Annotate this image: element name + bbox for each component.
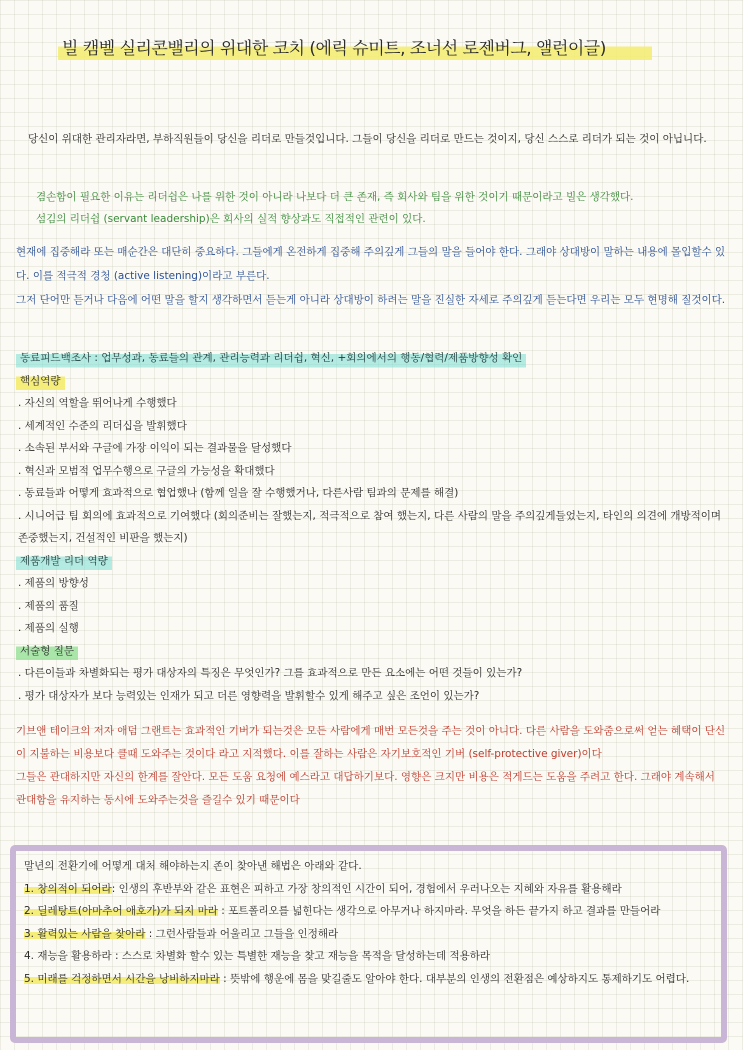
product-leader-heading: 제품개발 리더 역량 (16, 550, 112, 573)
giver-note (16, 720, 728, 812)
list-item: . 다른이들과 차별화되는 평가 대상자의 특징은 무엇인가? 그를 효과적으로 만든 요소에는 어떤 것들이 있는가? (18, 667, 523, 679)
item-lead: 1. 창의적이 되어라 (24, 882, 112, 895)
list-item (24, 900, 713, 923)
giver-paragraph-2: 그들은 관대하지만 자신의 한계를 잘안다. 모든 도움 요청에 예스라고 대답하기보다. 영향은 크지만 비용은 적게드는 도움을 주려고 한다. 그래야 계속해서 관대함을 유지하는 동시에 도와주는것을 즐길수 있기 때문이다 (16, 771, 715, 806)
item-lead: 3. 활력있는 사람을 찾아라 (24, 927, 146, 940)
item-text: : 그런사람들과 어울리고 그들을 인정해라 (145, 927, 339, 940)
core-competency-heading: 핵심역량 (16, 370, 65, 393)
item-text: : 스스로 차별화 할수 있는 특별한 재능을 찾고 재능을 목적을 달성하는데 적용하라 (111, 950, 491, 962)
essay-question-heading: 서술형 질문 (16, 640, 78, 663)
page-title: 빌 캠벨 실리콘밸리의 위대한 코치 (에릭 슈미트, 조너선 로젠버그, 앨런이글) (58, 36, 652, 62)
giver-paragraph-1: 기브앤 테이크의 저자 애덤 그랜트는 효과적인 기버가 되는것은 모든 사람에게 매번 모든것을 주는 것이 아니다. 다른 사람을 도와줌으로써 얻는 혜택이 단신이 지불하는 비용보다 클때 도와주는 것이다 라고 지적했다. 이를 잘하는 사람은 자기보호적인 기버 (self-protective giver)이다 (16, 725, 726, 760)
intro-text: 당신이 위대한 관리자라면, 부하직원들이 당신을 리더로 만들것입니다. 그들이 당신을 리더로 만드는 것이지, 당신 스스로 리더가 되는 것이 아닙니다. (28, 133, 707, 145)
list-item (24, 923, 713, 946)
list-item: . 제품의 실행 (18, 622, 79, 634)
item-lead: 2. 딜레탕트(아마추어 애호가)가 되지 마라 (24, 905, 218, 917)
item-text: : 인생의 후반부와 같은 표현은 피하고 가장 창의적인 시간이 되어, 경험에서 우러나오는 지혜와 자유를 활용해라 (111, 882, 622, 895)
item-lead: 4. 재능을 활용하라 (24, 950, 112, 962)
list-item: . 소속된 부서와 구글에 가장 이익이 되는 결과물을 달성했다 (18, 442, 292, 454)
list-item: . 제품의 품질 (18, 599, 79, 612)
peer-review-section (16, 347, 728, 707)
transition-intro: 말년의 전환기에 어떻게 대처 해야하는지 존이 찾아낸 해법은 아래와 같다. (24, 860, 362, 872)
listening-paragraph-2: 그저 단어만 듣거나 다음에 어떤 말을 할지 생각하면서 듣는게 아니라 상대방이 하려는 말을 진실한 자세로 주의깊게 듣는다면 우리는 모두 현명해 질것이다. (16, 294, 726, 306)
listening-paragraph-1: 현재에 집중해라 또는 매순간은 대단히 중요하다. 그들에게 온전하게 집중해 주의깊게 그들의 말을 들어야 한다. 그래야 상대방이 말하는 내용에 몰입할수 있다. 이를 적극적 경청 (active listening)이라고 부른다. (16, 246, 726, 282)
list-item: . 제품의 방향성 (18, 577, 89, 589)
list-item: . 시니어급 팀 회의에 효과적으로 기여했다 (회의준비는 잘했는지, 적극적으로 참여 했는지, 다른 사람의 말을 주의깊게들었는지, 타인의 의견에 개방적이며 존중했는지, 건설적인 비판을 했는지) (18, 509, 722, 544)
list-item: . 혁신과 모범적 업무수행으로 구글의 가능성을 확대했다 (18, 464, 275, 477)
item-lead: 5. 미래를 걱정하면서 시간을 낭비하지마라 (24, 972, 220, 985)
item-text: : 포트폴리오를 넓힌다는 생각으로 아무거나 하지마라. 무엇을 하든 끝가지 하고 결과를 만들어라 (217, 905, 661, 917)
list-item: . 동료들과 어떻게 효과적으로 협업했나 (함께 일을 잘 수행했거나, 다른사람 팀과의 문제를 해결) (18, 487, 459, 499)
item-text: : 뜻밖에 행운에 몸을 맞길줄도 알아야 한다. 대부분의 인생의 전환점은 예상하지도 통제하기도 어렵다. (219, 972, 690, 985)
humility-line-1: 겸손함이 필요한 이유는 리더쉽은 나를 위한 것이 아니라 나보다 더 큰 존재, 즉 회사와 팀을 위한 것이기 때문이라고 빌은 생각했다. (36, 191, 634, 203)
list-item (24, 968, 713, 991)
peer-review-heading: 동료피드백조사 : 업무성과, 동료들의 관계, 관리능력과 리더쉽, 혁신, +회의에서의 행동/협력/제품방향성 확인 (16, 347, 526, 370)
intro-paragraph (28, 128, 718, 151)
list-item: . 자신의 역할을 뛰어나게 수행했다 (18, 397, 177, 409)
listening-note (16, 240, 728, 312)
transition-box (10, 845, 727, 1043)
list-item: . 세계적인 수준의 리더십을 발휘했다 (18, 419, 187, 432)
list-item (24, 945, 713, 968)
list-item (24, 878, 713, 901)
humility-line-2: 섬김의 리더쉽 (servant leadership)은 회사의 실적 향상과도 직접적인 관련이 있다. (36, 213, 426, 225)
humility-note (36, 186, 726, 230)
list-item: . 평가 대상자가 보다 능력있는 인재가 되고 더른 영향력을 발휘할수 있게 해주고 싶은 조언이 있는가? (18, 689, 480, 702)
